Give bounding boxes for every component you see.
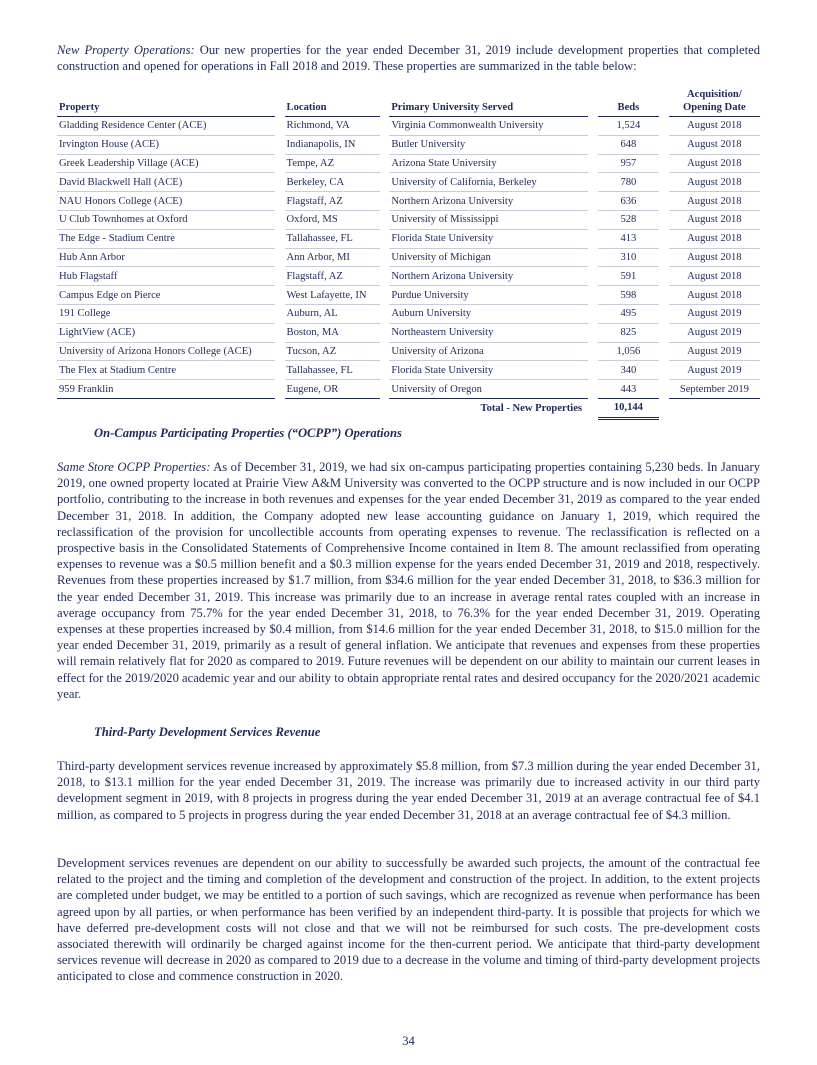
cell-opening-date: August 2018 <box>669 229 760 248</box>
ocpp-lead: Same Store OCPP Properties: <box>57 460 211 474</box>
table-row <box>57 135 760 154</box>
header-university: Primary University Served <box>389 88 588 117</box>
cell-university: University of California, Berkeley <box>389 173 588 192</box>
cell-location: Flagstaff, AZ <box>285 192 380 211</box>
cell-beds: 310 <box>598 248 659 267</box>
cell-property: The Edge - Stadium Centre <box>57 229 275 248</box>
table-row <box>57 154 760 173</box>
cell-property: 191 College <box>57 304 275 323</box>
intro-text: Our new properties for the year ended December 31, 2019 include development properties that completed construction and opened for operations in Fall 2018 and 2019. These properties are summarized in the table below: <box>57 43 760 74</box>
cell-property: NAU Honors College (ACE) <box>57 192 275 211</box>
cell-university: Florida State University <box>389 229 588 248</box>
cell-university: Purdue University <box>389 286 588 305</box>
cell-university: Florida State University <box>389 361 588 380</box>
cell-university: University of Arizona <box>389 342 588 361</box>
table-row <box>57 342 760 361</box>
table-row <box>57 117 760 136</box>
cell-location: Boston, MA <box>285 323 380 342</box>
cell-opening-date: August 2018 <box>669 135 760 154</box>
table-row <box>57 248 760 267</box>
header-opening-date <box>669 88 760 117</box>
cell-opening-date: September 2019 <box>669 380 760 399</box>
cell-property: Irvington House (ACE) <box>57 135 275 154</box>
cell-property: Gladding Residence Center (ACE) <box>57 117 275 136</box>
cell-opening-date: August 2018 <box>669 210 760 229</box>
table-row <box>57 304 760 323</box>
cell-location: West Lafayette, IN <box>285 286 380 305</box>
cell-location: Richmond, VA <box>285 117 380 136</box>
cell-opening-date: August 2019 <box>669 342 760 361</box>
cell-location: Indianapolis, IN <box>285 135 380 154</box>
cell-university: Northeastern University <box>389 323 588 342</box>
cell-opening-date: August 2019 <box>669 304 760 323</box>
cell-university: University of Michigan <box>389 248 588 267</box>
table-total-row <box>57 398 760 418</box>
cell-university: Butler University <box>389 135 588 154</box>
table-row <box>57 229 760 248</box>
cell-beds: 825 <box>598 323 659 342</box>
header-location: Location <box>285 88 380 117</box>
table-header-row <box>57 88 760 117</box>
tpd-paragraph-2: Development services revenues are dependent on our ability to successfully be awarded such projects, the amount of the contractual fee related to the project and the timing and completion of the development and construction of the project. In addition, to the extent projects are completed under budget, we may be entitled to a portion of such savings, which are recognized as revenue when performance has been agreed upon by all parties, or when performance has been verified by an independent third-party. It is possible that projects for which we have deferred pre-development costs will not close and that we will not be reimbursed for such costs. The pre-development costs associated therewith will ordinarily be charged against income for the then-current period. We anticipate that third-party development services revenue will decrease in 2020 as compared to 2019 due to a decrease in the volume and timing of third-party development projects anticipated to close and commence construction in 2020. <box>57 856 760 984</box>
ocpp-paragraph <box>57 459 760 702</box>
cell-beds: 591 <box>598 267 659 286</box>
table-row <box>57 323 760 342</box>
intro-paragraph <box>57 42 760 74</box>
cell-opening-date: August 2018 <box>669 173 760 192</box>
cell-beds: 1,524 <box>598 117 659 136</box>
table-row <box>57 192 760 211</box>
cell-university: Virginia Commonwealth University <box>389 117 588 136</box>
cell-university: University of Oregon <box>389 380 588 399</box>
new-properties-table <box>57 88 760 420</box>
cell-beds: 340 <box>598 361 659 380</box>
tpd-heading: Third-Party Development Services Revenue <box>94 725 321 739</box>
cell-beds: 648 <box>598 135 659 154</box>
cell-beds: 528 <box>598 210 659 229</box>
cell-opening-date: August 2018 <box>669 192 760 211</box>
cell-opening-date: August 2019 <box>669 323 760 342</box>
cell-location: Berkeley, CA <box>285 173 380 192</box>
cell-university: Auburn University <box>389 304 588 323</box>
cell-beds: 413 <box>598 229 659 248</box>
cell-location: Ann Arbor, MI <box>285 248 380 267</box>
cell-beds: 495 <box>598 304 659 323</box>
cell-university: University of Mississippi <box>389 210 588 229</box>
cell-beds: 636 <box>598 192 659 211</box>
cell-university: Northern Arizona University <box>389 192 588 211</box>
header-beds: Beds <box>598 88 659 117</box>
cell-beds: 957 <box>598 154 659 173</box>
total-label: Total - New Properties <box>480 403 583 415</box>
cell-beds: 598 <box>598 286 659 305</box>
cell-location: Tempe, AZ <box>285 154 380 173</box>
cell-university: Arizona State University <box>389 154 588 173</box>
table-row <box>57 267 760 286</box>
ocpp-text: As of December 31, 2019, we had six on-campus participating properties containing 5,230 beds. In January 2019, one owned property located at Prairie View A&M University was converted to the OCPP structure and is now included in our OCPP portfolio, contributing to the increase in both revenues and expenses for the year ended December 31, 2019 as compared to the year ended December 31, 2018. In addition, the Company adopted new lease accounting guidance on January 1, 2019, which required the reclassification of the provision for uncollectible accounts from operating expenses to revenue. The reclassification is reflected on a prospective basis in the Consolidated Statements of Comprehensive Income contained in Item 8. The amount reclassified from operating expenses to revenue was a $0.5 million benefit and a $0.3 million expense for the years ended December 31, 2019 and 2018, respectively. Revenues from these properties increased by $1.7 million, from $34.6 million for the year ended December 31, 2018, to $36.3 million for the year ended December 31, 2019. This increase was primarily due to an increase in average rental rates coupled with an increase in average occupancy from 75.7% for the year ended December 31, 2018, to 76.3% for the year ended December 31, 2019. Operating expenses at these properties increased by $0.4 million, from $14.6 million for the year ended December 31, 2018, to $15.0 million for the year ended December 31, 2019, primarily as a result of general inflation. We anticipate that revenues and expenses from these properties will remain relatively flat for 2020 as compared to 2019. Future revenues will be dependent on our ability to maintain our current leases in effect for the 2019/2020 academic year and our ability to obtain appropriate rental rates and desired occupancy for the 2020/2021 academic year. <box>57 460 760 701</box>
table-row <box>57 173 760 192</box>
cell-property: Hub Ann Arbor <box>57 248 275 267</box>
cell-opening-date: August 2018 <box>669 248 760 267</box>
table-row <box>57 286 760 305</box>
tpd-paragraph-1: Third-party development services revenue increased by approximately $5.8 million, from $7.3 million during the year ended December 31, 2018, to $13.1 million for the year ended December 31, 2019. The increase was primarily due to increased activity in our third party development segment in 2019, with 8 projects in progress during the year ended December 31, 2019 at an average contractual fee of $4.1 million, as compared to 5 projects in progress during the year ended December 31, 2018 at an average contractual fee of $4.3 million. <box>57 759 760 822</box>
cell-beds: 780 <box>598 173 659 192</box>
cell-location: Flagstaff, AZ <box>285 267 380 286</box>
cell-property: Hub Flagstaff <box>57 267 275 286</box>
ocpp-heading: On-Campus Participating Properties (“OCPP”) Operations <box>94 426 402 440</box>
table-row <box>57 361 760 380</box>
header-date-line2: Opening Date <box>683 102 746 113</box>
cell-opening-date: August 2019 <box>669 361 760 380</box>
cell-university: Northern Arizona University <box>389 267 588 286</box>
cell-property: LightView (ACE) <box>57 323 275 342</box>
cell-location: Oxford, MS <box>285 210 380 229</box>
cell-property: The Flex at Stadium Centre <box>57 361 275 380</box>
table-row <box>57 210 760 229</box>
cell-beds: 443 <box>598 380 659 399</box>
cell-property: 959 Franklin <box>57 380 275 399</box>
cell-property: Greek Leadership Village (ACE) <box>57 154 275 173</box>
cell-opening-date: August 2018 <box>669 267 760 286</box>
cell-property: University of Arizona Honors College (ACE) <box>57 342 275 361</box>
total-value: 10,144 <box>598 398 659 418</box>
cell-beds: 1,056 <box>598 342 659 361</box>
cell-property: U Club Townhomes at Oxford <box>57 210 275 229</box>
cell-location: Eugene, OR <box>285 380 380 399</box>
cell-location: Tallahassee, FL <box>285 229 380 248</box>
cell-opening-date: August 2018 <box>669 286 760 305</box>
table-row <box>57 380 760 399</box>
cell-location: Tucson, AZ <box>285 342 380 361</box>
cell-opening-date: August 2018 <box>669 154 760 173</box>
header-date-line1: Acquisition/ <box>687 89 742 100</box>
header-property: Property <box>57 88 275 117</box>
cell-property: Campus Edge on Pierce <box>57 286 275 305</box>
cell-property: David Blackwell Hall (ACE) <box>57 173 275 192</box>
cell-location: Tallahassee, FL <box>285 361 380 380</box>
intro-lead: New Property Operations: <box>57 43 195 57</box>
cell-location: Auburn, AL <box>285 304 380 323</box>
cell-opening-date: August 2018 <box>669 117 760 136</box>
page-number: 34 <box>402 1034 415 1048</box>
